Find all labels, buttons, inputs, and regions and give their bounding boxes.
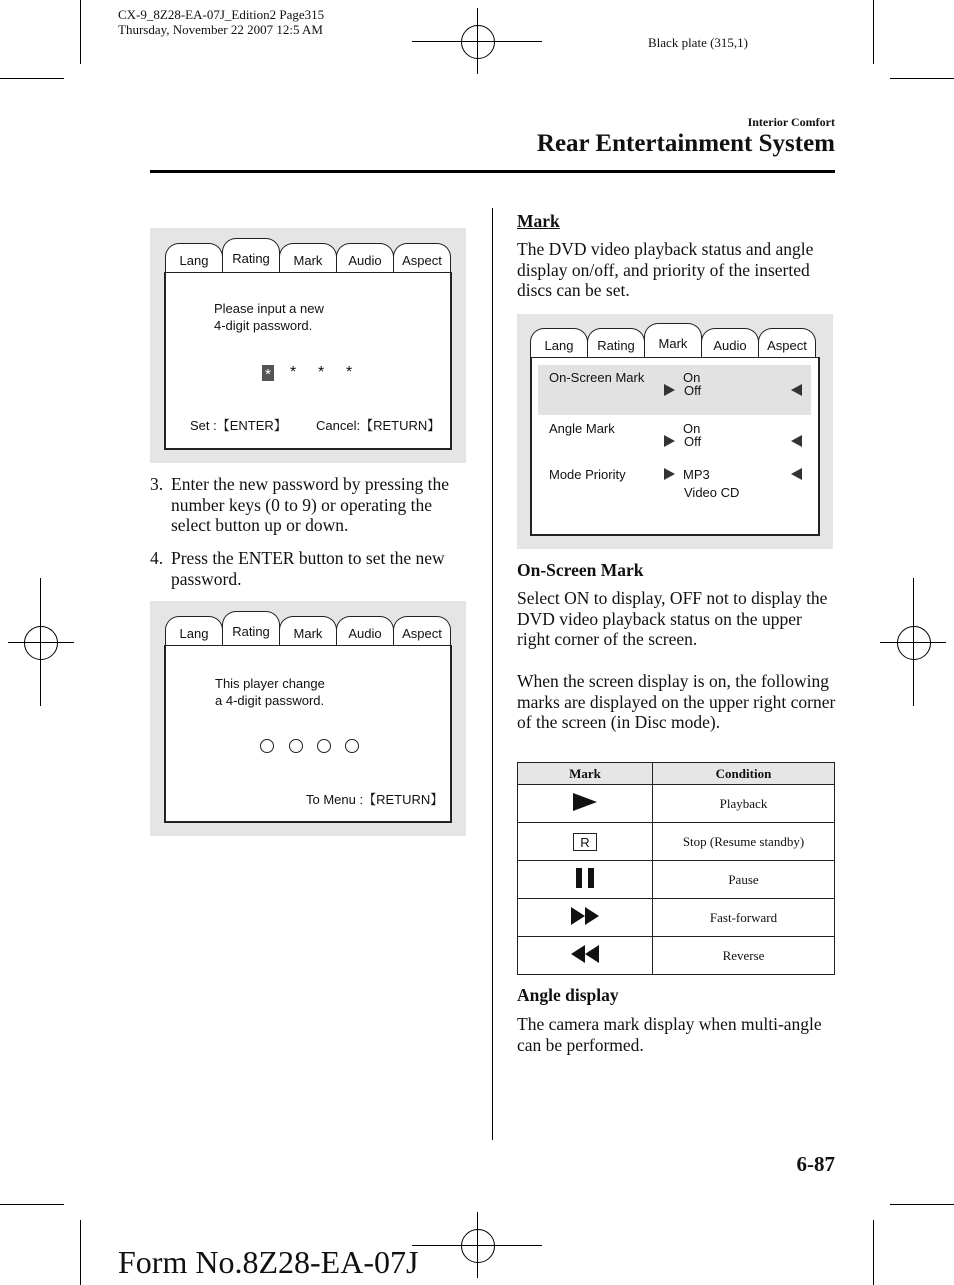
registration-mark-icon xyxy=(897,626,931,660)
password-circle-icon xyxy=(289,739,303,753)
tab-rating: Rating xyxy=(587,328,645,358)
col-header-mark: Mark xyxy=(518,763,653,785)
password-char-4: * xyxy=(346,364,353,381)
row-label-angle-mark: Angle Mark xyxy=(549,421,615,436)
mark-cell xyxy=(518,899,653,937)
table-row xyxy=(518,785,835,823)
table-row xyxy=(518,823,835,861)
col-header-condition: Condition xyxy=(653,763,835,785)
column-divider xyxy=(492,208,493,1140)
onscreen-para2: When the screen display is on, the following marks are displayed on the upper right corner of the screen (in Disc mode). xyxy=(517,671,836,732)
mark-cell xyxy=(518,861,653,899)
step-number: 4. xyxy=(150,548,164,568)
mark-intro: The DVD video playback status and angle display on/off, and priority of the inserted discs can be set. xyxy=(517,239,814,300)
condition-cell: Pause xyxy=(653,861,835,899)
crop-mark xyxy=(873,0,874,64)
select-left-arrow-icon xyxy=(791,467,802,485)
table-row xyxy=(518,899,835,937)
table-row xyxy=(518,937,835,975)
cancel-label: Cancel:【RETURN】 xyxy=(316,418,441,433)
option-video-cd: Video CD xyxy=(684,485,740,500)
mark-cell xyxy=(518,937,653,975)
tab-rating: Rating xyxy=(222,238,280,274)
tab-audio: Audio xyxy=(701,328,759,358)
onscreen-para1: Select ON to display, OFF not to display the DVD video playback status on the upper right corner of the screen. xyxy=(517,588,828,649)
screen-figure-mark-settings xyxy=(517,314,833,549)
registration-mark-icon xyxy=(24,626,58,660)
page-number: 6-87 xyxy=(796,1152,835,1176)
pause-icon xyxy=(574,867,596,889)
crop-mark xyxy=(890,1204,954,1205)
tab-aspect: Aspect xyxy=(393,243,451,273)
select-right-arrow-icon xyxy=(664,383,675,401)
doc-info-line2: Thursday, November 22 2007 12:5 AM xyxy=(118,22,323,37)
tab-aspect: Aspect xyxy=(393,616,451,646)
crop-mark xyxy=(80,0,81,64)
to-menu-label: To Menu :【RETURN】 xyxy=(306,792,444,807)
section-label: Interior Comfort xyxy=(747,115,835,129)
select-left-arrow-icon xyxy=(791,434,802,452)
crop-mark xyxy=(873,1220,874,1285)
angle-heading: Angle display xyxy=(517,985,619,1005)
screen-body xyxy=(530,357,820,536)
select-left-arrow-icon xyxy=(791,383,802,401)
table-row xyxy=(518,861,835,899)
resume-r-icon: R xyxy=(573,833,597,851)
condition-cell: Playback xyxy=(653,785,835,823)
screen-figure-password-input xyxy=(150,228,466,463)
step-text: Press the ENTER button to set the new password. xyxy=(171,548,445,589)
tab-lang: Lang xyxy=(165,243,223,273)
option-on: On xyxy=(683,370,701,385)
select-right-arrow-icon xyxy=(664,434,675,452)
tab-audio: Audio xyxy=(336,243,394,273)
message-line2: a 4-digit password. xyxy=(215,693,325,708)
prompt-line1: Please input a new xyxy=(214,301,324,316)
password-char-3: * xyxy=(318,364,325,381)
prompt-line2: 4-digit password. xyxy=(214,318,313,333)
tab-mark: Mark xyxy=(644,323,702,359)
option-on: On xyxy=(683,421,701,436)
tab-mark: Mark xyxy=(279,616,337,646)
option-off: Off xyxy=(684,383,702,398)
tab-audio: Audio xyxy=(336,616,394,646)
password-circle-icon xyxy=(260,739,274,753)
tab-lang: Lang xyxy=(165,616,223,646)
step-4 xyxy=(150,548,470,589)
mark-heading: Mark xyxy=(517,211,560,231)
table-header-row xyxy=(518,763,835,785)
mark-cell xyxy=(518,785,653,823)
crop-mark xyxy=(0,1204,64,1205)
step-text: Enter the new password by pressing the number keys (0 to 9) or operating the select button up or down. xyxy=(171,474,449,535)
condition-cell: Reverse xyxy=(653,937,835,975)
password-char-1: * xyxy=(262,365,274,381)
marks-table xyxy=(517,762,835,975)
plate-info: Black plate (315,1) xyxy=(648,35,748,50)
title-rule xyxy=(150,170,835,173)
set-label: Set :【ENTER】 xyxy=(190,418,287,433)
tab-lang: Lang xyxy=(530,328,588,358)
play-icon xyxy=(571,792,599,812)
angle-text: The camera mark display when multi-angle can be performed. xyxy=(517,1014,822,1055)
password-circle-icon xyxy=(317,739,331,753)
select-right-arrow-icon xyxy=(664,467,675,485)
screen-body xyxy=(164,645,452,823)
screen-figure-password-changed xyxy=(150,601,466,836)
mark-cell xyxy=(518,823,653,861)
step-number: 3. xyxy=(150,474,164,494)
tab-aspect: Aspect xyxy=(758,328,816,358)
reverse-icon xyxy=(570,944,600,964)
condition-cell: Fast-forward xyxy=(653,899,835,937)
step-3 xyxy=(150,474,470,536)
tab-rating: Rating xyxy=(222,611,280,647)
message-line1: This player change xyxy=(215,676,325,691)
screen-body xyxy=(164,272,452,450)
crop-mark xyxy=(890,78,954,79)
option-mp3: MP3 xyxy=(683,467,710,482)
fast-forward-icon xyxy=(570,906,600,926)
page-title: Rear Entertainment System xyxy=(536,130,835,157)
row-label-mode-priority: Mode Priority xyxy=(549,467,626,482)
crop-mark xyxy=(0,78,64,79)
row-label-onscreen-mark: On-Screen Mark xyxy=(549,370,645,385)
condition-cell: Stop (Resume standby) xyxy=(653,823,835,861)
registration-mark-icon xyxy=(461,25,495,59)
option-off: Off xyxy=(684,434,702,449)
crop-mark xyxy=(80,1220,81,1285)
password-char-2: * xyxy=(290,364,297,381)
registration-mark-icon xyxy=(461,1229,495,1263)
doc-info-line1: CX-9_8Z28-EA-07J_Edition2 Page315 xyxy=(118,7,325,22)
form-number: Form No.8Z28-EA-07J xyxy=(118,1244,419,1280)
onscreen-mark-heading: On-Screen Mark xyxy=(517,560,644,580)
tab-mark: Mark xyxy=(279,243,337,273)
password-circle-icon xyxy=(345,739,359,753)
